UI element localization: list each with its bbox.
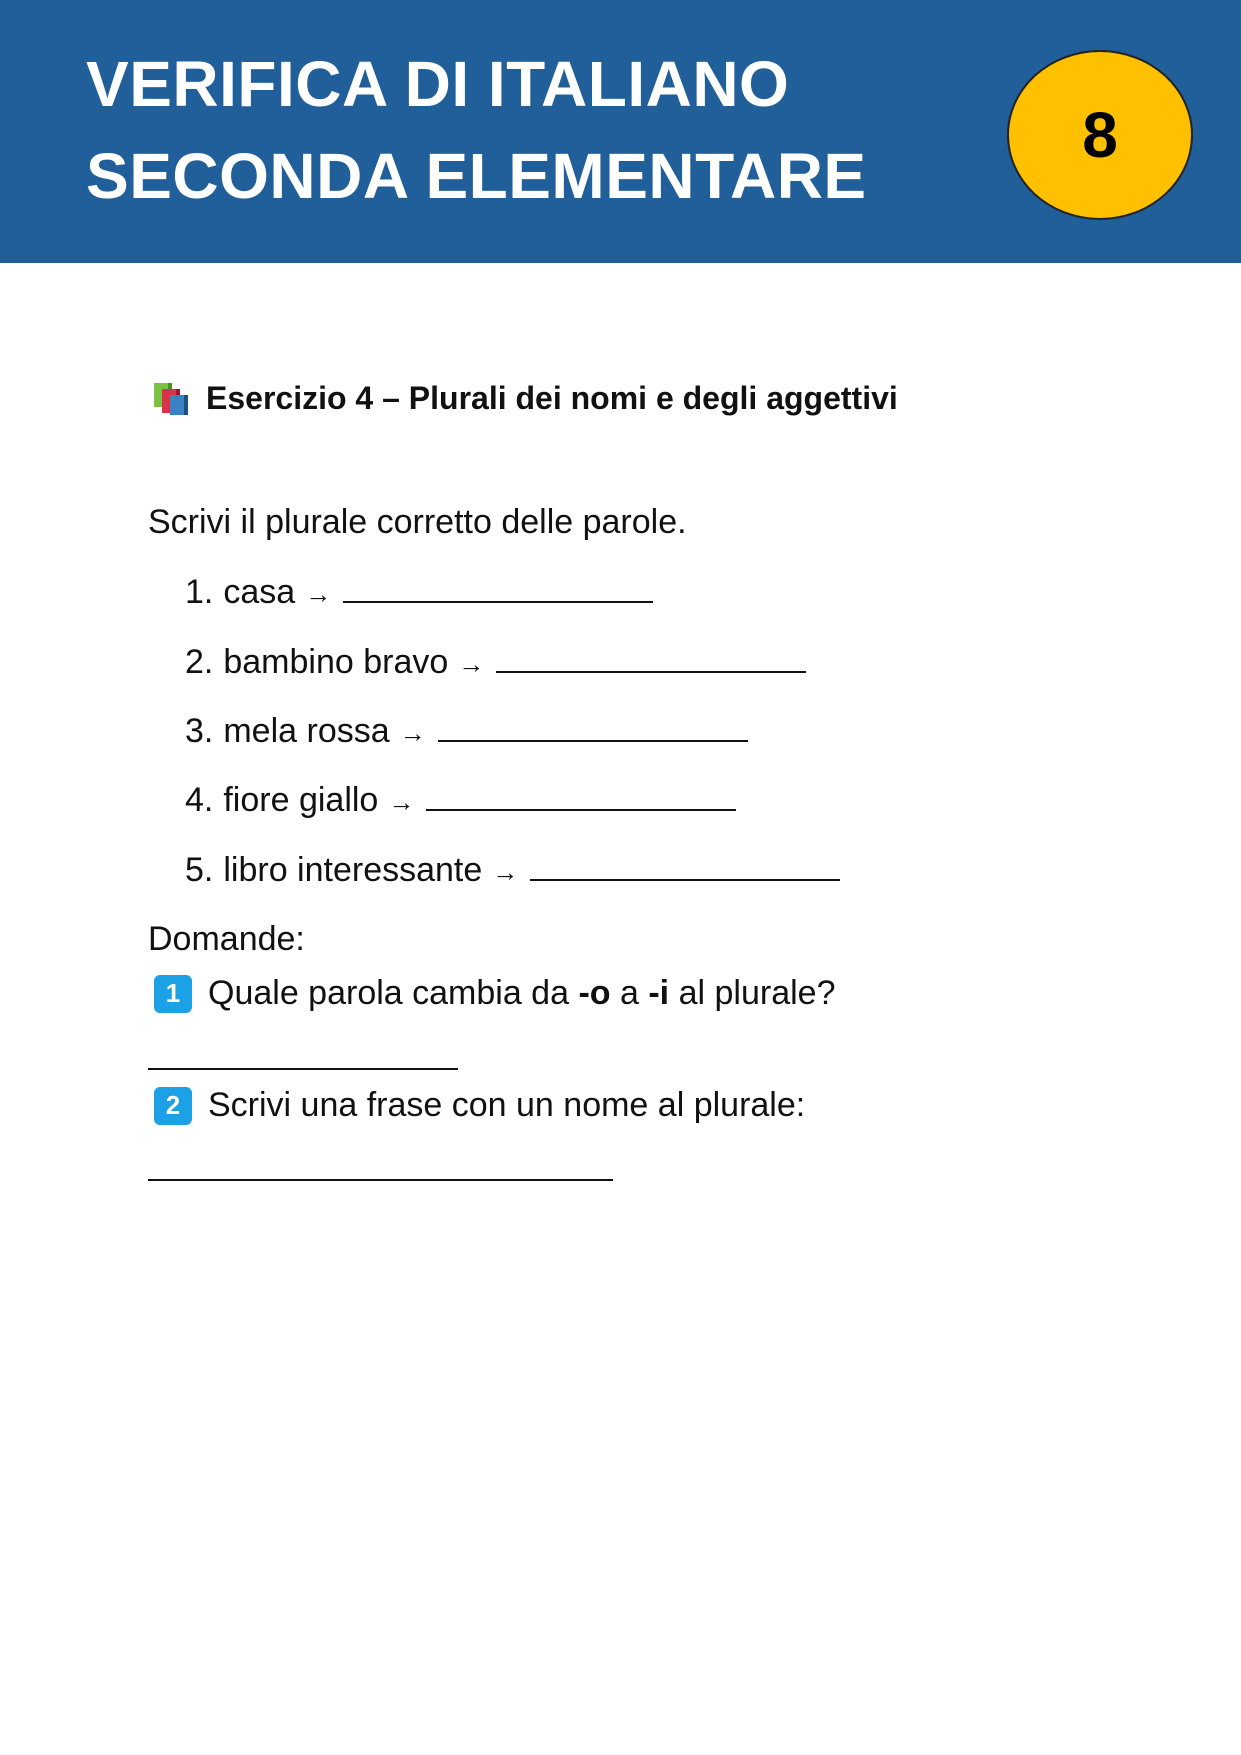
item-number: 1. [185, 573, 214, 611]
header-banner [0, 0, 1241, 263]
list-item [185, 571, 653, 612]
question-1-text: Quale parola cambia da -o a -i al plurale? [208, 974, 836, 1012]
item-word: libro interessante [223, 851, 483, 889]
item-number: 4. [185, 781, 214, 819]
item-word: casa [223, 573, 296, 611]
arrow-icon: → [492, 857, 519, 887]
list-item [185, 710, 748, 751]
exercise-heading [152, 380, 898, 417]
answer-blank[interactable] [530, 849, 840, 881]
keycap-2-icon: 2 [154, 1087, 192, 1125]
exercise-instruction: Scrivi il plurale corretto delle parole. [148, 503, 687, 541]
question-1 [154, 974, 835, 1013]
arrow-icon: → [399, 718, 426, 748]
item-number: 2. [185, 643, 214, 681]
item-number: 3. [185, 712, 214, 750]
answer-blank[interactable] [426, 779, 736, 811]
item-word: fiore giallo [223, 781, 379, 819]
answer-blank[interactable] [438, 710, 748, 742]
page-title-line-2: SECONDA ELEMENTARE [86, 140, 867, 212]
item-number: 5. [185, 851, 214, 889]
page-title-line-1: VERIFICA DI ITALIANO [86, 48, 790, 120]
question-2-text: Scrivi una frase con un nome al plurale: [208, 1086, 806, 1124]
arrow-icon: → [305, 579, 332, 609]
question-2-answer-line[interactable] [148, 1177, 613, 1181]
exercise-title: Esercizio 4 – Plurali dei nomi e degli aggettivi [206, 380, 898, 416]
item-word: bambino bravo [223, 643, 449, 681]
arrow-icon: → [388, 787, 415, 817]
list-item [185, 779, 736, 820]
arrow-icon: → [458, 649, 485, 679]
books-icon [152, 381, 192, 417]
question-1-answer-line[interactable] [148, 1066, 458, 1070]
list-item [185, 641, 806, 682]
questions-label: Domande: [148, 920, 305, 958]
list-item [185, 849, 840, 890]
item-word: mela rossa [223, 712, 390, 750]
keycap-1-icon: 1 [154, 975, 192, 1013]
question-2 [154, 1086, 805, 1125]
answer-blank[interactable] [496, 641, 806, 673]
answer-blank[interactable] [343, 571, 653, 603]
grade-badge: 8 [1007, 50, 1193, 220]
